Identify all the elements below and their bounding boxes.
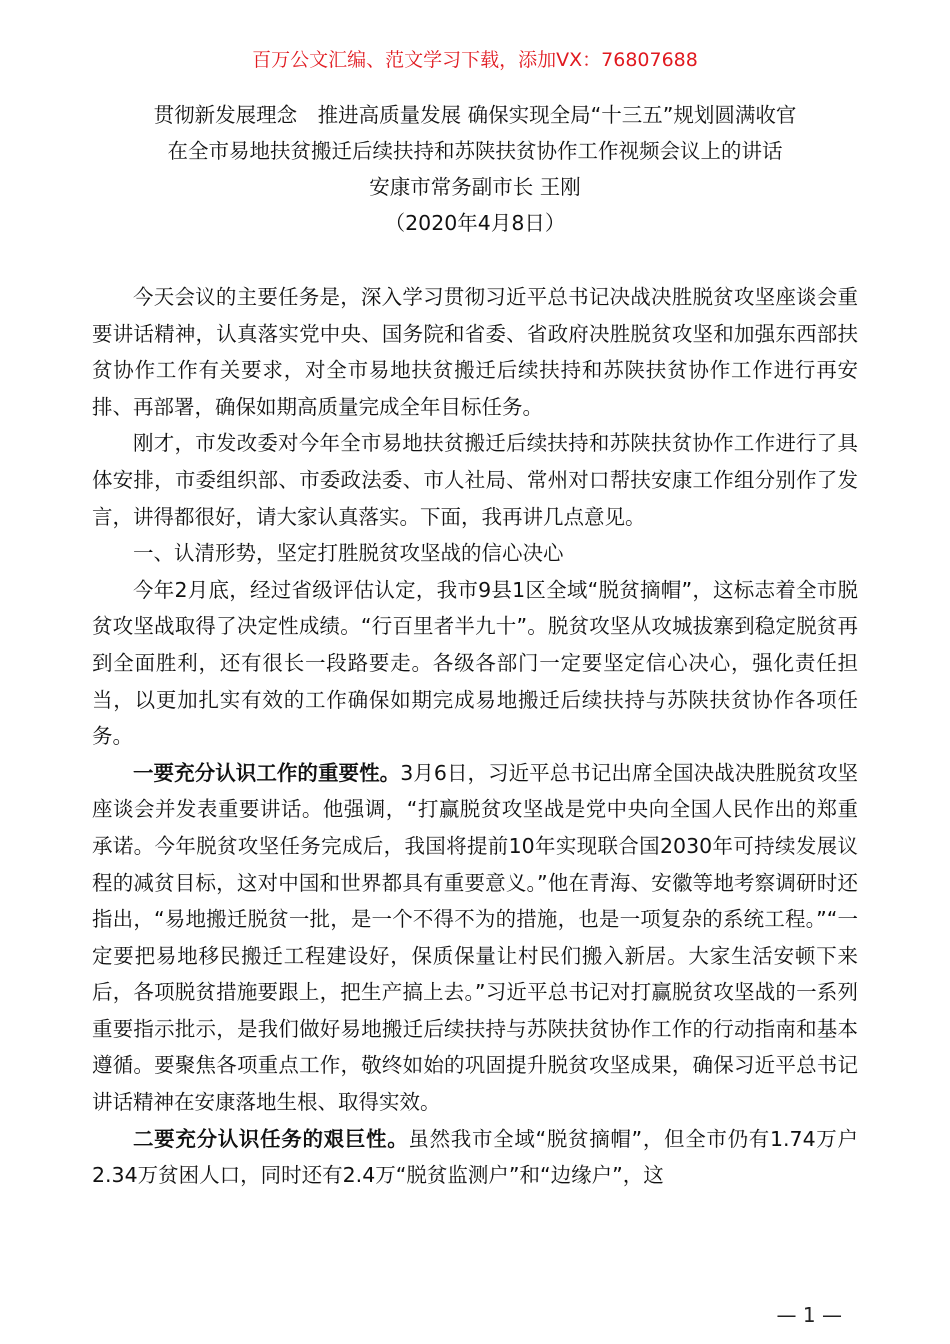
section-heading: [92, 535, 858, 572]
paragraph-text: 刚才，市发改委对今年全市易地扶贫搬迁后续扶持和苏陕扶贫协作工作进行了具体安排，市委组织部、市委政法委、市人社局、常州对口帮扶安康工作组分别作了发言，讲得都很好，请大家认真落实。下面，我再讲几点意见。: [92, 431, 858, 529]
paragraph-text: 一、认清形势，坚定打胜脱贫攻坚战的信心决心: [133, 541, 564, 566]
paragraph: [92, 279, 858, 425]
paragraph: [92, 1121, 858, 1194]
watermark-text: 百万公文汇编、范文学习下载，添加VX：76807688: [252, 49, 698, 71]
speech-body: [92, 279, 858, 1194]
page-number: — 1 —: [776, 1303, 842, 1327]
paragraph-text: 今年2月底，经过省级评估认定，我市9县1区全域“脱贫摘帽”，这标志着全市脱贫攻坚战取得了决定性成绩。“行百里者半九十”。脱贫攻坚从攻城拔寨到稳定脱贫再到全面胜利，还有很长一段路要走。各级各部门一定要坚定信心决心，强化责任担当，以更加扎实有效的工作确保如期完成易地搬迁后续扶持与苏陕扶贫协作各项任务。: [92, 577, 858, 749]
paragraph: [92, 425, 858, 535]
paragraph-text: 今天会议的主要任务是，深入学习贯彻习近平总书记决战决胜脱贫攻坚座谈会重要讲话精神，认真落实党中央、国务院和省委、省政府决胜脱贫攻坚和加强东西部扶贫协作工作有关要求，对全市易地扶贫搬迁后续扶持和苏陕扶贫协作工作进行再安排、再部署，确保如期高质量完成全年目标任务。: [92, 285, 858, 419]
main-title: 贯彻新发展理念 推进高质量发展 确保实现全局“十三五”规划圆满收官: [153, 103, 797, 127]
paragraph-text: 3月6日，习近平总书记出席全国决战决胜脱贫攻坚座谈会并发表重要讲话。他强调，“打赢脱贫攻坚战是党中央向全国人民作出的郑重承诺。今年脱贫攻坚任务完成后，我国将提前10年实现联合国2030年可持续发展议程的减贫目标，这对中国和世界都具有重要意义。”他在青海、安徽等地考察调研时还指出，“易地搬迁脱贫一批，是一个不得不为的措施，也是一项复杂的系统工程。”“一定要把易地移民搬迁工程建设好，保质保量让村民们搬入新居。大家生活安顿下来后，各项脱贫措施要跟上，把生产搞上去。”习近平总书记对打赢脱贫攻坚战的一系列重要指示批示，是我们做好易地搬迁后续扶持与苏陕扶贫协作工作的行动指南和基本遵循。要聚焦各项重点工作，敬终如始的巩固提升脱贫攻坚成果，确保习近平总书记讲话精神在安康落地生根、取得实效。: [92, 760, 859, 1115]
paragraph-lead: 一要充分认识工作的重要性。: [133, 760, 401, 785]
date-line: （2020年4月8日）: [384, 211, 566, 235]
paragraph-lead: 二要充分认识任务的艰巨性。: [133, 1126, 409, 1151]
paragraph-text: 虽然我市全域“脱贫摘帽”，但全市仍有1.74万户2.34万贫困人口，同时还有2.4万“脱贫监测户”和“边缘户”，这: [92, 1126, 858, 1188]
paragraph: [92, 755, 858, 1121]
title-block: [0, 97, 950, 241]
speaker-line: 安康市常务副市长 王刚: [369, 175, 581, 199]
paragraph: [92, 572, 858, 755]
sub-title: 在全市易地扶贫搬迁后续扶持和苏陕扶贫协作工作视频会议上的讲话: [167, 139, 783, 163]
